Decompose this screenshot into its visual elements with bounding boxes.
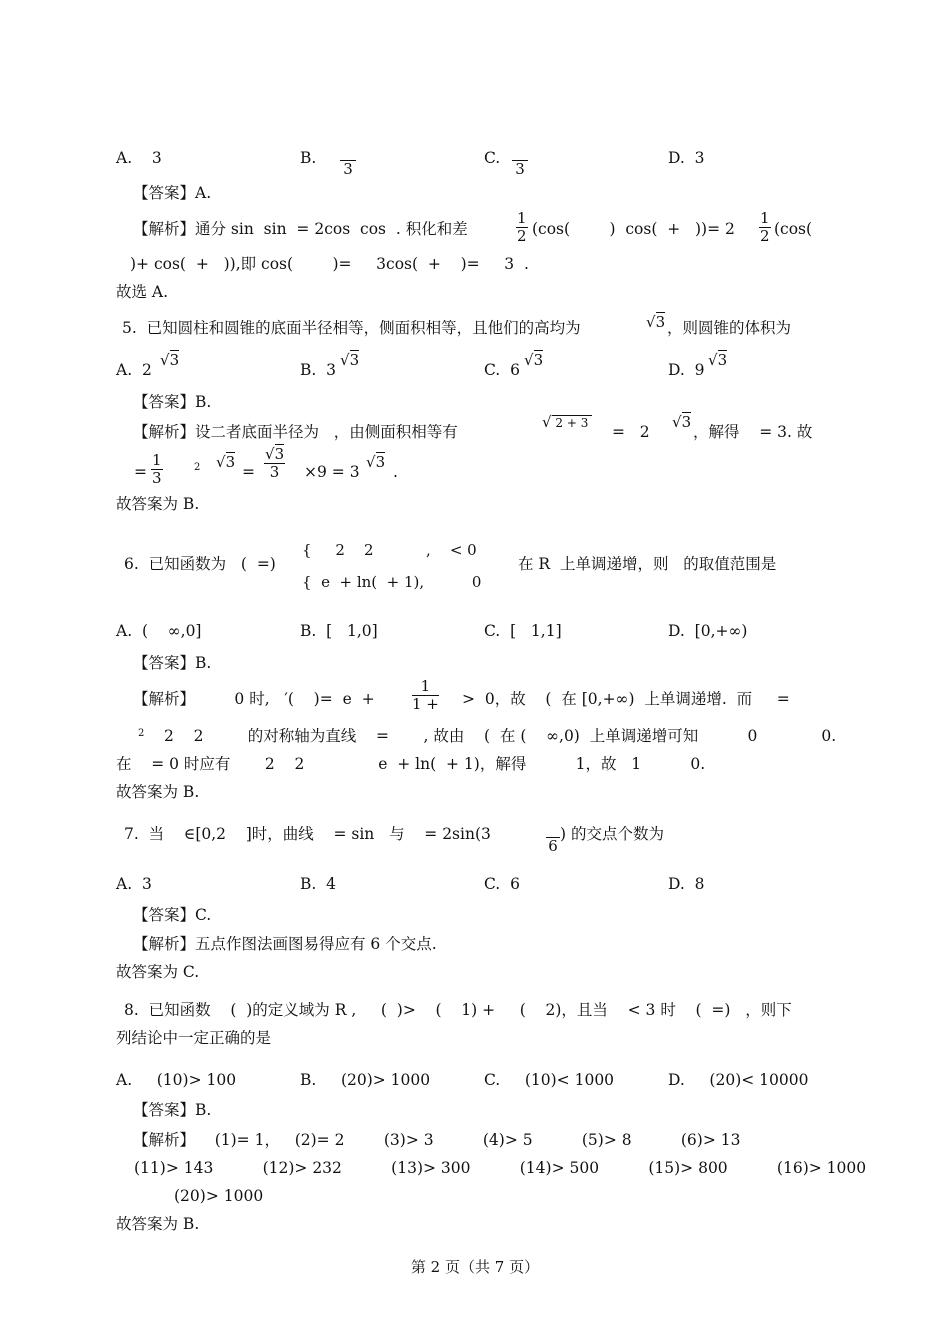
q6-conclusion: 故答案为 B. (116, 783, 200, 801)
q8-option-d: D. (20)< 10000 (668, 1071, 809, 1089)
q5-analysis-radical: √ 2 + 3 (542, 413, 593, 431)
q4-option-a: A. 3 (116, 149, 162, 167)
q7-option-a: A. 3 (116, 875, 152, 893)
q4-answer: 【答案】A. (133, 184, 212, 202)
q5-third-fraction (151, 452, 163, 487)
q5-stem: 5. 已知圆柱和圆锥的底面半径相等，侧面积相等，且他们的高均为 (122, 319, 581, 337)
q5-analysis-times: ×9 = 3 (304, 463, 360, 481)
q6-analysis-line2-superscript: 2 (138, 728, 145, 739)
q4-analysis-line1b: (cos( ) cos( + ))= 2 (532, 220, 735, 238)
q7-option-d: D. 8 (668, 875, 705, 893)
q6-derivative-denominator: 1 + (412, 695, 439, 713)
q6-derivative-numerator: 1 (412, 678, 439, 696)
q5-third-numerator: 1 (152, 451, 162, 469)
q6-stem-b: 在 R 上单调递增，则 的取值范围是 (518, 555, 777, 573)
q6-analysis-line1b: > 0，故 ( 在 [0,+∞) 上单调递增. 而 = (462, 690, 790, 708)
q4-analysis-line1a: 【解析】通分 sin sin = 2cos cos . 积化和差 (133, 220, 468, 238)
q4-option-d: D. 3 (668, 149, 705, 167)
q8-stem-line2: 列结论中一定正确的是 (116, 1029, 272, 1047)
q8-analysis-line1: 【解析】 (1)= 1， (2)= 2 (3)> 3 (4)> 5 (5)> 8 (6)> 13 (133, 1131, 741, 1149)
q5-analysis-radical-value: 2 + 3 (551, 416, 593, 430)
q6-piecewise-case-2: { e + ln( + 1), 0 (302, 573, 482, 591)
q4-half-denominator-1: 2 (517, 227, 527, 245)
q5-analysis-line1b: = 2 (612, 423, 650, 441)
q6-piecewise-case-1: { 2 2 , < 0 (302, 541, 477, 559)
q5-analysis-sqrt-2-value: 3 (225, 453, 236, 471)
q5-result-sqrt-value: 3 (375, 453, 386, 471)
q4-option-c-denominator: 3 (515, 160, 525, 178)
q5-analysis-line1a: 【解析】设二者底面半径为 ，由侧面积相等有 (133, 423, 458, 441)
q5-analysis-eq: = (134, 463, 147, 481)
q5-stem-end: ，则圆锥的体积为 (667, 319, 792, 337)
q5-analysis-line1c: ，解得 = 3. 故 (693, 423, 813, 441)
q4-option-c: C. (484, 149, 501, 167)
q5-analysis-period: . (393, 463, 398, 481)
q7-option-c: C. 6 (484, 875, 520, 893)
q5-result-sqrt: √3 (366, 453, 386, 471)
q6-option-d: D. [0,+∞) (668, 622, 748, 640)
q4-analysis-line2: )+ cos( + )),即 cos( )= 3cos( + )= 3 . (130, 255, 529, 273)
q8-conclusion: 故答案为 B. (116, 1215, 200, 1233)
q7-option-b: B. 4 (300, 875, 337, 893)
q5-stem-sqrt: √3 (646, 313, 666, 331)
q6-option-a: A. ( ∞,0] (116, 622, 202, 640)
q5-root3-numerator: 3 (274, 445, 285, 463)
q7-pi-over-6-fraction (546, 820, 560, 855)
q5-analysis-sqrt-2: √3 (216, 453, 236, 471)
q5-option-c: C. 6 (484, 361, 520, 379)
q6-analysis-line1a: 【解析】 0 时, ′( )= e + (133, 690, 375, 708)
q5-analysis-eq-2: = (242, 463, 255, 481)
q8-option-b: B. (20)> 1000 (300, 1071, 431, 1089)
q5-conclusion: 故答案为 B. (116, 495, 200, 513)
q4-half-numerator-1: 1 (517, 209, 527, 227)
q5-superscript-2: 2 (194, 462, 201, 473)
q7-stem-b: ) 的交点个数为 (560, 825, 664, 843)
q5-option-a-sqrt-value: 3 (169, 351, 180, 369)
q6-analysis-line3: 在 = 0 时应有 2 2 e + ln( + 1)，解得 1，故 1 0. (116, 755, 706, 773)
q5-stem-sqrt-value: 3 (655, 313, 666, 331)
q4-analysis-line1c: (cos( (774, 220, 813, 238)
q5-option-d-sqrt-value: 3 (717, 351, 728, 369)
q7-answer: 【答案】C. (133, 906, 212, 924)
q5-option-b-sqrt: √3 (340, 351, 360, 369)
q8-stem-line1: 8. 已知函数 ( )的定义域为 R , ( )> ( 1) + ( 2)，且当 < 3 时 ( =) ，则下 (124, 1001, 792, 1019)
q4-option-b-denominator: 3 (343, 160, 353, 178)
q8-option-a: A. (10)> 100 (116, 1071, 237, 1089)
q6-option-b: B. [ 1,0] (300, 622, 378, 640)
q5-answer: 【答案】B. (133, 393, 212, 411)
q5-option-a: A. 2 (116, 361, 152, 379)
q7-pi-over-6-denominator: 6 (548, 837, 558, 855)
q8-option-c: C. (10)< 1000 (484, 1071, 615, 1089)
q6-stem-a: 6. 已知函数为 ( =) (124, 555, 276, 573)
q6-answer: 【答案】B. (133, 654, 212, 672)
q4-option-c-fraction (512, 143, 528, 178)
q5-analysis-sqrt-value: 3 (681, 413, 692, 431)
q4-half-fraction-2 (759, 210, 771, 245)
q4-half-numerator-2: 1 (760, 209, 770, 227)
q5-option-c-sqrt: √3 (524, 351, 544, 369)
q7-analysis: 【解析】五点作图法画图易得应有 6 个交点. (133, 935, 437, 953)
q8-analysis-line3: (20)> 1000 (174, 1187, 264, 1205)
q5-option-d-sqrt: √3 (708, 351, 728, 369)
q4-conclusion: 故选 A. (116, 283, 169, 301)
q5-option-a-sqrt: √3 (160, 351, 180, 369)
q5-option-b-sqrt-value: 3 (349, 351, 360, 369)
q6-derivative-fraction (412, 678, 439, 713)
q5-root3-over-3-fraction: $\frac{√3}{3}$ (265, 445, 285, 481)
q4-option-b: B. (300, 149, 317, 167)
q6-analysis-line2: 2 2 的对称轴为直线 = , 故由 ( 在 ( ∞,0) 上单调递增可知 0 0. (164, 727, 837, 745)
q6-option-c: C. [ 1,1] (484, 622, 562, 640)
q8-analysis-line2: (11)> 143 (12)> 232 (13)> 300 (14)> 500 (15)> 800 (16)> 1000 (134, 1159, 867, 1177)
q7-stem-a: 7. 当 ∈[0,2 ]时，曲线 = sin 与 = 2sin(3 (124, 825, 491, 843)
q5-option-d: D. 9 (668, 361, 705, 379)
q5-option-b: B. 3 (300, 361, 337, 379)
q4-half-denominator-2: 2 (760, 227, 770, 245)
page-footer: 第 2 页（共 7 页） (410, 1258, 540, 1276)
q4-option-b-fraction (340, 143, 356, 178)
q4-half-fraction-1 (516, 210, 528, 245)
q7-conclusion: 故答案为 C. (116, 963, 200, 981)
q5-option-c-sqrt-value: 3 (533, 351, 544, 369)
q5-analysis-sqrt: √3 (672, 413, 692, 431)
q5-third-denominator: 3 (152, 469, 162, 487)
q5-root3-denominator: 3 (269, 463, 280, 481)
q8-answer: 【答案】B. (133, 1101, 212, 1119)
